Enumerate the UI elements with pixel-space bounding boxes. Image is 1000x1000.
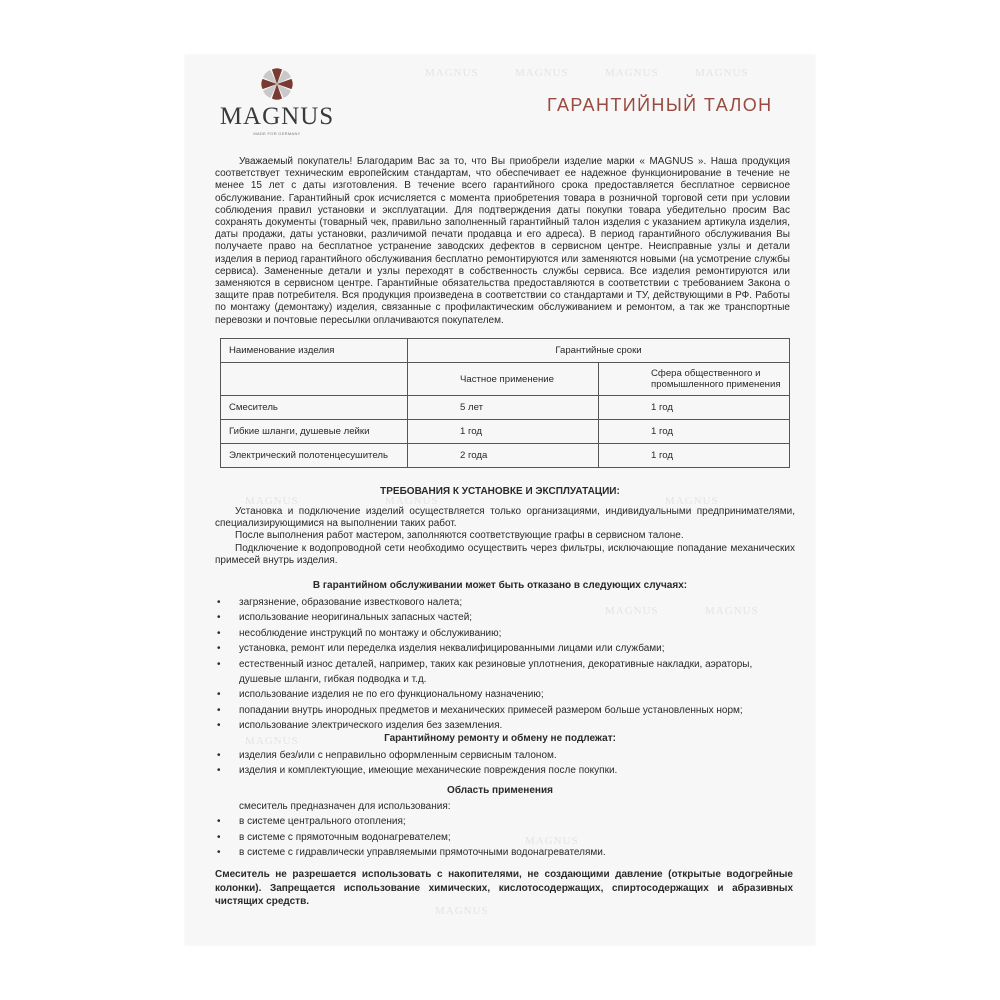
table-empty-cell: [221, 363, 408, 396]
list-item: • изделия без/или с неправильно оформленным сервисным талоном.: [215, 748, 795, 763]
no-repair-list: [215, 748, 795, 779]
list-item: • изделия и комплектующие, имеющие механические повреждения после покупки.: [215, 763, 795, 778]
table-cell-public: 1 год: [599, 396, 790, 420]
brand-name: MAGNUS: [219, 103, 335, 130]
list-item: • естественный износ деталей, например, таких как резиновые уплотнения, декоративные накладки, аэраторы, душевые шланги, гибкая подводка и т.д.: [215, 657, 795, 688]
table-cell-product: Гибкие шланги, душевые лейки: [221, 420, 408, 444]
list-item: • установка, ремонт или переделка изделия неквалифицированными лицами или службами;: [215, 641, 795, 656]
scope-lead: смеситель предназначен для использования:: [239, 801, 451, 812]
scope-heading: Область применения: [447, 785, 553, 796]
table-cell-public: 1 год: [599, 444, 790, 468]
scope-list: [215, 799, 795, 861]
table-cell-public: 1 год: [599, 420, 790, 444]
list-item: • использование электрического изделия без заземления.: [215, 718, 795, 733]
list-item: • в системе с гидравлически управляемыми прямоточными водонагревателями.: [215, 845, 795, 860]
table-subheader-row: [221, 363, 790, 396]
table-cell-private: 2 года: [408, 444, 599, 468]
install-section: [215, 506, 795, 567]
table-header-product: Наименование изделия: [221, 339, 408, 363]
brand-tagline: MADE FOR GERMANY: [253, 131, 301, 136]
watermark: MAGNUS: [605, 605, 659, 617]
refusal-list: [215, 595, 795, 734]
list-item: • несоблюдение инструкций по монтажу и обслуживанию;: [215, 626, 795, 641]
table-row: [221, 396, 790, 420]
warranty-table: [220, 338, 790, 468]
list-item: • в системе центрального отопления;: [215, 814, 795, 829]
table-cell-product: Электрический полотенцесушитель: [221, 444, 408, 468]
refusal-heading: В гарантийном обслуживании может быть отказано в следующих случаях:: [312, 580, 688, 591]
list-item: • загрязнение, образование известкового налета;: [215, 595, 795, 610]
list-item: • использование изделия не по его функциональному назначению;: [215, 687, 795, 702]
table-header-terms: Гарантийные сроки: [408, 339, 790, 363]
table-row: [221, 420, 790, 444]
watermark: MAGNUS: [695, 67, 749, 79]
watermark: MAGNUS: [705, 605, 759, 617]
table-subheader-private: Частное применение: [408, 363, 599, 396]
no-repair-heading: Гарантийному ремонту и обмену не подлежат:: [384, 733, 616, 744]
watermark: MAGNUS: [245, 495, 299, 507]
watermark: MAGNUS: [425, 67, 479, 79]
list-item: • попадании внутрь инородных предметов и механических примесей размером больше установленных норм;: [215, 703, 795, 718]
table-cell-product: Смеситель: [221, 396, 408, 420]
watermark: MAGNUS: [435, 905, 489, 917]
page-title: ГАРАНТИЙНЫЙ ТАЛОН: [547, 95, 773, 115]
table-header-row: [221, 339, 790, 363]
logo-cross-icon: [260, 67, 294, 101]
list-item: • в системе с прямоточным водонагревателем;: [215, 830, 795, 845]
watermark: MAGNUS: [665, 495, 719, 507]
watermark: MAGNUS: [525, 835, 579, 847]
table-cell-private: 5 лет: [408, 396, 599, 420]
watermark: MAGNUS: [605, 67, 659, 79]
watermark: MAGNUS: [515, 67, 569, 79]
install-paragraph: Подключение к водопроводной сети необходимо осуществить через фильтры, исключающие попадание механических примесей внутрь изделия.: [215, 542, 795, 566]
intro-paragraph: Уважаемый покупатель! Благодарим Вас за то, что Вы приобрели изделие марки « MAGNUS ». Наша продукция соответствует техническим европейским стандартам, что обеспечивает ее надежное функционирование в течение не менее 15 лет с даты изготовления. В течение всего гарантийного срока предоставляется бесплатное сервисное обслуживание. Гарантийный срок исчисляется с момента приобретения товара в розничной торговой сети при условии соблюдения правил установки и эксплуатации. Для подтверждения даты покупки товара убедительно просим Вас сохранять документы (товарный чек, правильно заполненный гарантийный талон изделия с указанием артикула изделия, даты продажи, даты установки, различимой печати продавца и его адреса). В период гарантийного обслуживания Вы получаете право на бесплатное устранение заводских дефектов в сервисном центре. Неисправные узлы и детали изделия в период гарантийного обслуживания бесплатно ремонтируются или заменяются новыми (на усмотрение службы сервиса). Замененные детали и узлы переходят в собственность службы сервиса. Все изделия ремонтируются или заменяются в сервисном центре. Гарантийные обязательства предоставляются в соответствии с требованием Закона о защите прав потребителя. Вся продукция произведена в соответствии со стандартами и ТУ, действующими в РФ. Работы по монтажу (демонтажу) изделия, связанные с профилактическим обслуживанием и ремонтом, а так же транспортные перевозки и почтовые пересылки оплачиваются покупателем.: [215, 156, 790, 326]
install-paragraph: После выполнения работ мастером, заполняются соответствующие графы в сервисном талоне.: [235, 530, 684, 542]
install-paragraph: Установка и подключение изделий осуществляется только организациями, индивидуальными предпринимателями, специализирующимися на выполнении таких работ.: [215, 506, 795, 530]
watermark: MAGNUS: [385, 495, 439, 507]
table-subheader-public: Сфера общественного и промышленного применения: [599, 363, 790, 396]
table-row: [221, 444, 790, 468]
install-heading: ТРЕБОВАНИЯ К УСТАНОВКЕ И ЭКСПЛУАТАЦИИ:: [380, 486, 620, 497]
watermark: MAGNUS: [245, 735, 299, 747]
table-cell-private: 1 год: [408, 420, 599, 444]
warranty-sheet: [185, 55, 815, 945]
list-item: • использование неоригинальных запасных частей;: [215, 610, 795, 625]
final-note: Смеситель не разрешается использовать с накопителями, не создающими давление (открытые водогрейные колонки). Запрещается использование химических, кислотосодержащих, спиртосодержащих и абразивных чистящих средств.: [215, 869, 793, 907]
brand-logo: [217, 67, 337, 136]
